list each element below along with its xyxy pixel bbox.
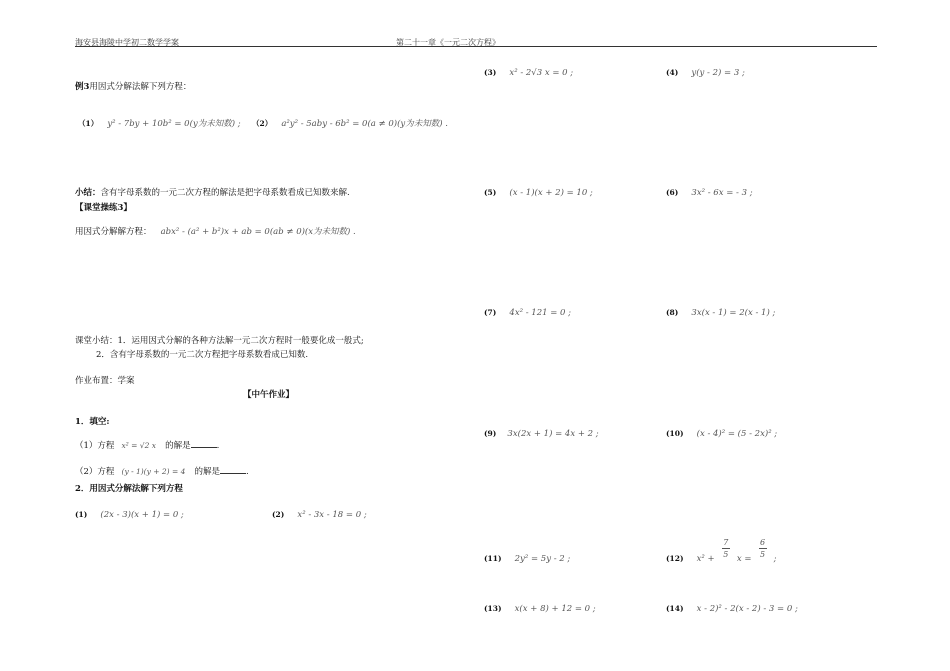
practice-3-title: 【课堂操练3】 <box>75 203 132 213</box>
equation: x - 2)² - 2(x - 2) - 3 = 0 ; <box>696 604 798 614</box>
item-number: (1) <box>75 510 88 519</box>
part-tail: 的解是 <box>194 467 221 477</box>
item-number: (6) <box>666 188 679 197</box>
practice-3-text: 用因式分解解方程： <box>75 227 152 237</box>
equation: 3x(2x + 1) = 4x + 2 ; <box>507 429 599 439</box>
equation: (2x - 3)(x + 1) = 0 ; <box>100 510 184 520</box>
class-summary-line-2: 2．含有字母系数的一元二次方程把字母系数看成已知数. <box>96 350 309 360</box>
fraction-seven-fifths <box>722 538 730 559</box>
fraction-bar <box>759 548 767 549</box>
homework: 作业布置：学案 <box>75 376 135 386</box>
equation: 3x² - 6x = - 3 ; <box>691 188 753 198</box>
fraction-denominator: 5 <box>723 550 729 559</box>
equation-end: ; <box>773 554 777 564</box>
item-number: (12) <box>666 554 684 563</box>
class-summary-line-1: 课堂小结：1．运用因式分解的各种方法解一元二次方程时一般要化成一般式; <box>75 336 364 346</box>
summary-label: 小结： <box>75 188 101 198</box>
question-2-item-1 <box>75 502 184 521</box>
item-number: (2) <box>272 510 285 519</box>
item-number: (9) <box>484 429 497 438</box>
item-number: (4) <box>666 68 679 77</box>
question-1-title: 1．填空: <box>75 417 110 427</box>
equation-left: x² + <box>696 554 715 564</box>
summary <box>75 189 350 198</box>
item-number: （1） <box>78 119 99 128</box>
problem-4 <box>666 60 745 79</box>
item-number: (5) <box>484 188 497 197</box>
problem-7 <box>484 300 571 319</box>
part-label: （1）方程 <box>75 441 115 451</box>
part-end: . <box>246 467 249 477</box>
equation: 4x² - 121 = 0 ; <box>509 308 572 318</box>
header-chapter-title: 第二十一章《一元二次方程》 <box>396 38 500 47</box>
example-item-1 <box>78 111 241 130</box>
problem-9 <box>484 421 599 440</box>
fraction-numerator: 7 <box>723 538 729 547</box>
part-end: . <box>216 441 220 451</box>
equation: a²y² - 5aby - 6b² = 0(a ≠ 0)(y为未知数) . <box>281 119 448 129</box>
question-2-title: 2．用因式分解法解下列方程 <box>75 484 183 494</box>
example-label: 例3 <box>75 82 90 92</box>
summary-text: 含有字母系数的一元二次方程的解法是把字母系数看成已知数来解. <box>100 188 350 198</box>
equation: (y - 1)(y + 2) = 4 <box>121 467 186 476</box>
problem-3 <box>484 60 573 79</box>
fraction-numerator: 6 <box>760 538 766 547</box>
item-number: (14) <box>666 604 684 613</box>
problem-6 <box>666 180 753 199</box>
problem-13 <box>484 596 596 615</box>
fraction-denominator: 5 <box>760 550 766 559</box>
practice-3-row <box>75 219 356 238</box>
problem-10 <box>666 421 777 440</box>
answer-blank[interactable] <box>220 466 246 474</box>
fraction-six-fifths <box>759 538 767 559</box>
item-number: (10) <box>666 429 684 438</box>
equation: y(y - 2) = 3 ; <box>691 68 745 78</box>
equation: 2y² = 5y - 2 ; <box>514 554 571 564</box>
equation: x² - 2√3 x = 0 ; <box>509 68 574 78</box>
equation: x² = √2 x <box>121 441 156 450</box>
equation: y² - 7by + 10b² = 0(y为未知数) ; <box>107 119 241 129</box>
item-number: (7) <box>484 308 497 317</box>
problem-12 <box>666 538 777 564</box>
item-number: （2） <box>252 119 273 128</box>
problem-14 <box>666 596 798 615</box>
question-1-part-1 <box>75 433 219 452</box>
problem-5 <box>484 180 593 199</box>
item-number: (3) <box>484 68 497 77</box>
header-rule <box>75 46 877 47</box>
item-number: (13) <box>484 604 502 613</box>
header-left-title: 海安县海陵中学初二数学学案 <box>75 38 179 47</box>
part-label: （2）方程 <box>75 467 115 477</box>
example-item-2 <box>252 111 448 130</box>
fraction-bar <box>722 548 730 549</box>
practice-3-equation: abx² - (a² + b²)x + ab = 0(ab ≠ 0)(x为未知数) . <box>160 227 356 237</box>
equation: 3x(x - 1) = 2(x - 1) ; <box>691 308 776 318</box>
equation: x(x + 8) + 12 = 0 ; <box>514 604 596 614</box>
equation-middle: x = <box>736 554 752 564</box>
example-3 <box>75 83 191 92</box>
noon-homework-title: 【中午作业】 <box>243 390 295 400</box>
question-2-item-2 <box>272 502 367 521</box>
problem-8 <box>666 300 775 319</box>
part-tail: 的解是 <box>165 441 191 451</box>
equation: x² - 3x - 18 = 0 ; <box>297 510 367 520</box>
answer-blank[interactable] <box>191 440 217 448</box>
example-text: 用因式分解法解下列方程： <box>89 82 192 92</box>
question-1-part-2 <box>75 459 249 478</box>
equation: (x - 1)(x + 2) = 10 ; <box>509 188 593 198</box>
item-number: (8) <box>666 308 679 317</box>
item-number: (11) <box>484 554 502 563</box>
equation: (x - 4)² = (5 - 2x)² ; <box>696 429 778 439</box>
problem-11 <box>484 546 570 565</box>
